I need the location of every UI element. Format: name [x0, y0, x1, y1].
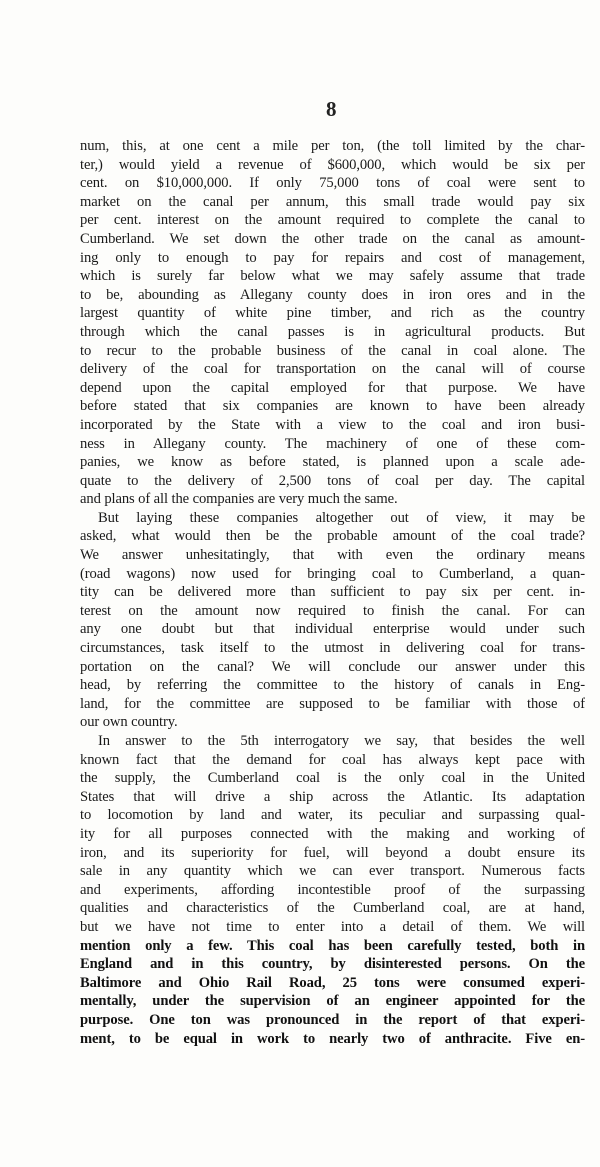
text-line: qualities and characteristics of the Cumberland coal, are at hand,: [80, 900, 585, 917]
text-line: through which the canal passes is in agricultural products. But: [80, 323, 585, 340]
text-line: per cent. interest on the amount required to complete the canal to: [80, 212, 585, 229]
text-line: ity for all purposes connected with the making and working of: [80, 825, 585, 842]
text-line: known fact that the demand for coal has always kept pace with: [80, 751, 585, 768]
text-line: but we have not time to enter into a detail of them. We will: [80, 918, 585, 935]
text-line: cent. on $10,000,000. If only 75,000 tons of coal were sent to: [80, 175, 585, 192]
body-text: [80, 137, 585, 1048]
text-line: tity can be delivered more than sufficient to pay six per cent. in-: [80, 584, 585, 601]
text-line: Baltimore and Ohio Rail Road, 25 tons were consumed experi-: [80, 974, 585, 991]
text-line: delivery of the coal for transportation on the canal will of course: [80, 361, 585, 378]
text-line: (road wagons) now used for bringing coal to Cumberland, a quan-: [80, 565, 585, 582]
text-line: ness in Allegany county. The machinery of one of these com-: [80, 435, 585, 452]
text-line: before stated that six companies are known to have been already: [80, 398, 585, 415]
text-line: incorporated by the State with a view to the coal and iron busi-: [80, 416, 585, 433]
text-line: Cumberland. We set down the other trade on the canal as amount-: [80, 230, 585, 247]
text-line: We answer unhesitatingly, that with even the ordinary means: [80, 547, 585, 564]
text-line: States that will drive a ship across the Atlantic. Its adaptation: [80, 788, 585, 805]
text-line: market on the canal per annum, this small trade would pay six: [80, 193, 585, 210]
text-line: panies, we know as before stated, is planned upon a scale ade-: [80, 454, 585, 471]
text-line: England and in this country, by disinterested persons. On the: [80, 956, 585, 973]
text-line: land, for the committee are supposed to be familiar with those of: [80, 695, 585, 712]
text-line: sale in any quantity which we can ever transport. Numerous facts: [80, 863, 585, 880]
text-line: num, this, at one cent a mile per ton, (the toll limited by the char-: [80, 138, 585, 154]
text-line: mention only a few. This coal has been carefully tested, both in: [80, 937, 585, 954]
text-line: our own country.: [80, 714, 178, 731]
text-line: circumstances, task itself to the utmost in delivering coal for trans-: [80, 640, 585, 657]
text-line: largest quantity of white pine timber, and rich as the country: [80, 305, 585, 322]
text-line: to be, abounding as Allegany county does in iron ores and in the: [80, 286, 585, 303]
text-line: mentally, under the supervision of an engineer appointed for the: [80, 993, 585, 1010]
text-line: terest on the amount now required to finish the canal. For can: [80, 602, 585, 619]
text-line: depend upon the capital employed for that purpose. We have: [80, 379, 585, 396]
text-line: to locomotion by land and water, its peculiar and surpassing qual-: [80, 807, 585, 824]
text-line: quate to the delivery of 2,500 tons of coal per day. The capital: [80, 472, 585, 489]
text-line: which is surely far below what we may safely assume that trade: [80, 268, 585, 285]
text-line: ter,) would yield a revenue of $600,000, which would be six per: [80, 156, 585, 173]
text-line: head, by referring the committee to the history of canals in Eng-: [80, 677, 585, 694]
text-line: and experiments, affording incontestible proof of the surpassing: [80, 881, 585, 898]
text-line: portation on the canal? We will conclude our answer under this: [80, 658, 585, 675]
text-line: ing only to enough to pay for repairs and cost of management,: [80, 249, 585, 266]
text-line: purpose. One ton was pronounced in the report of that experi-: [80, 1011, 585, 1028]
text-line: the supply, the Cumberland coal is the only coal in the United: [80, 770, 585, 787]
text-line: iron, and its superiority for fuel, will beyond a doubt ensure its: [80, 844, 585, 861]
paragraph-start: But laying these companies altogether out of view, it may be: [98, 509, 585, 526]
paragraph-start: In answer to the 5th interrogatory we say, that besides the well: [98, 733, 585, 749]
page-number: 8: [326, 97, 337, 121]
text-line: any one doubt but that individual enterprise would under such: [80, 621, 585, 638]
text-line: and plans of all the companies are very much the same.: [80, 491, 398, 508]
text-line: asked, what would then be the probable amount of the coal trade?: [80, 528, 585, 545]
text-line: ment, to be equal in work to nearly two of anthracite. Five en-: [80, 1030, 585, 1047]
text-line: to recur to the probable business of the canal in coal alone. The: [80, 342, 585, 359]
